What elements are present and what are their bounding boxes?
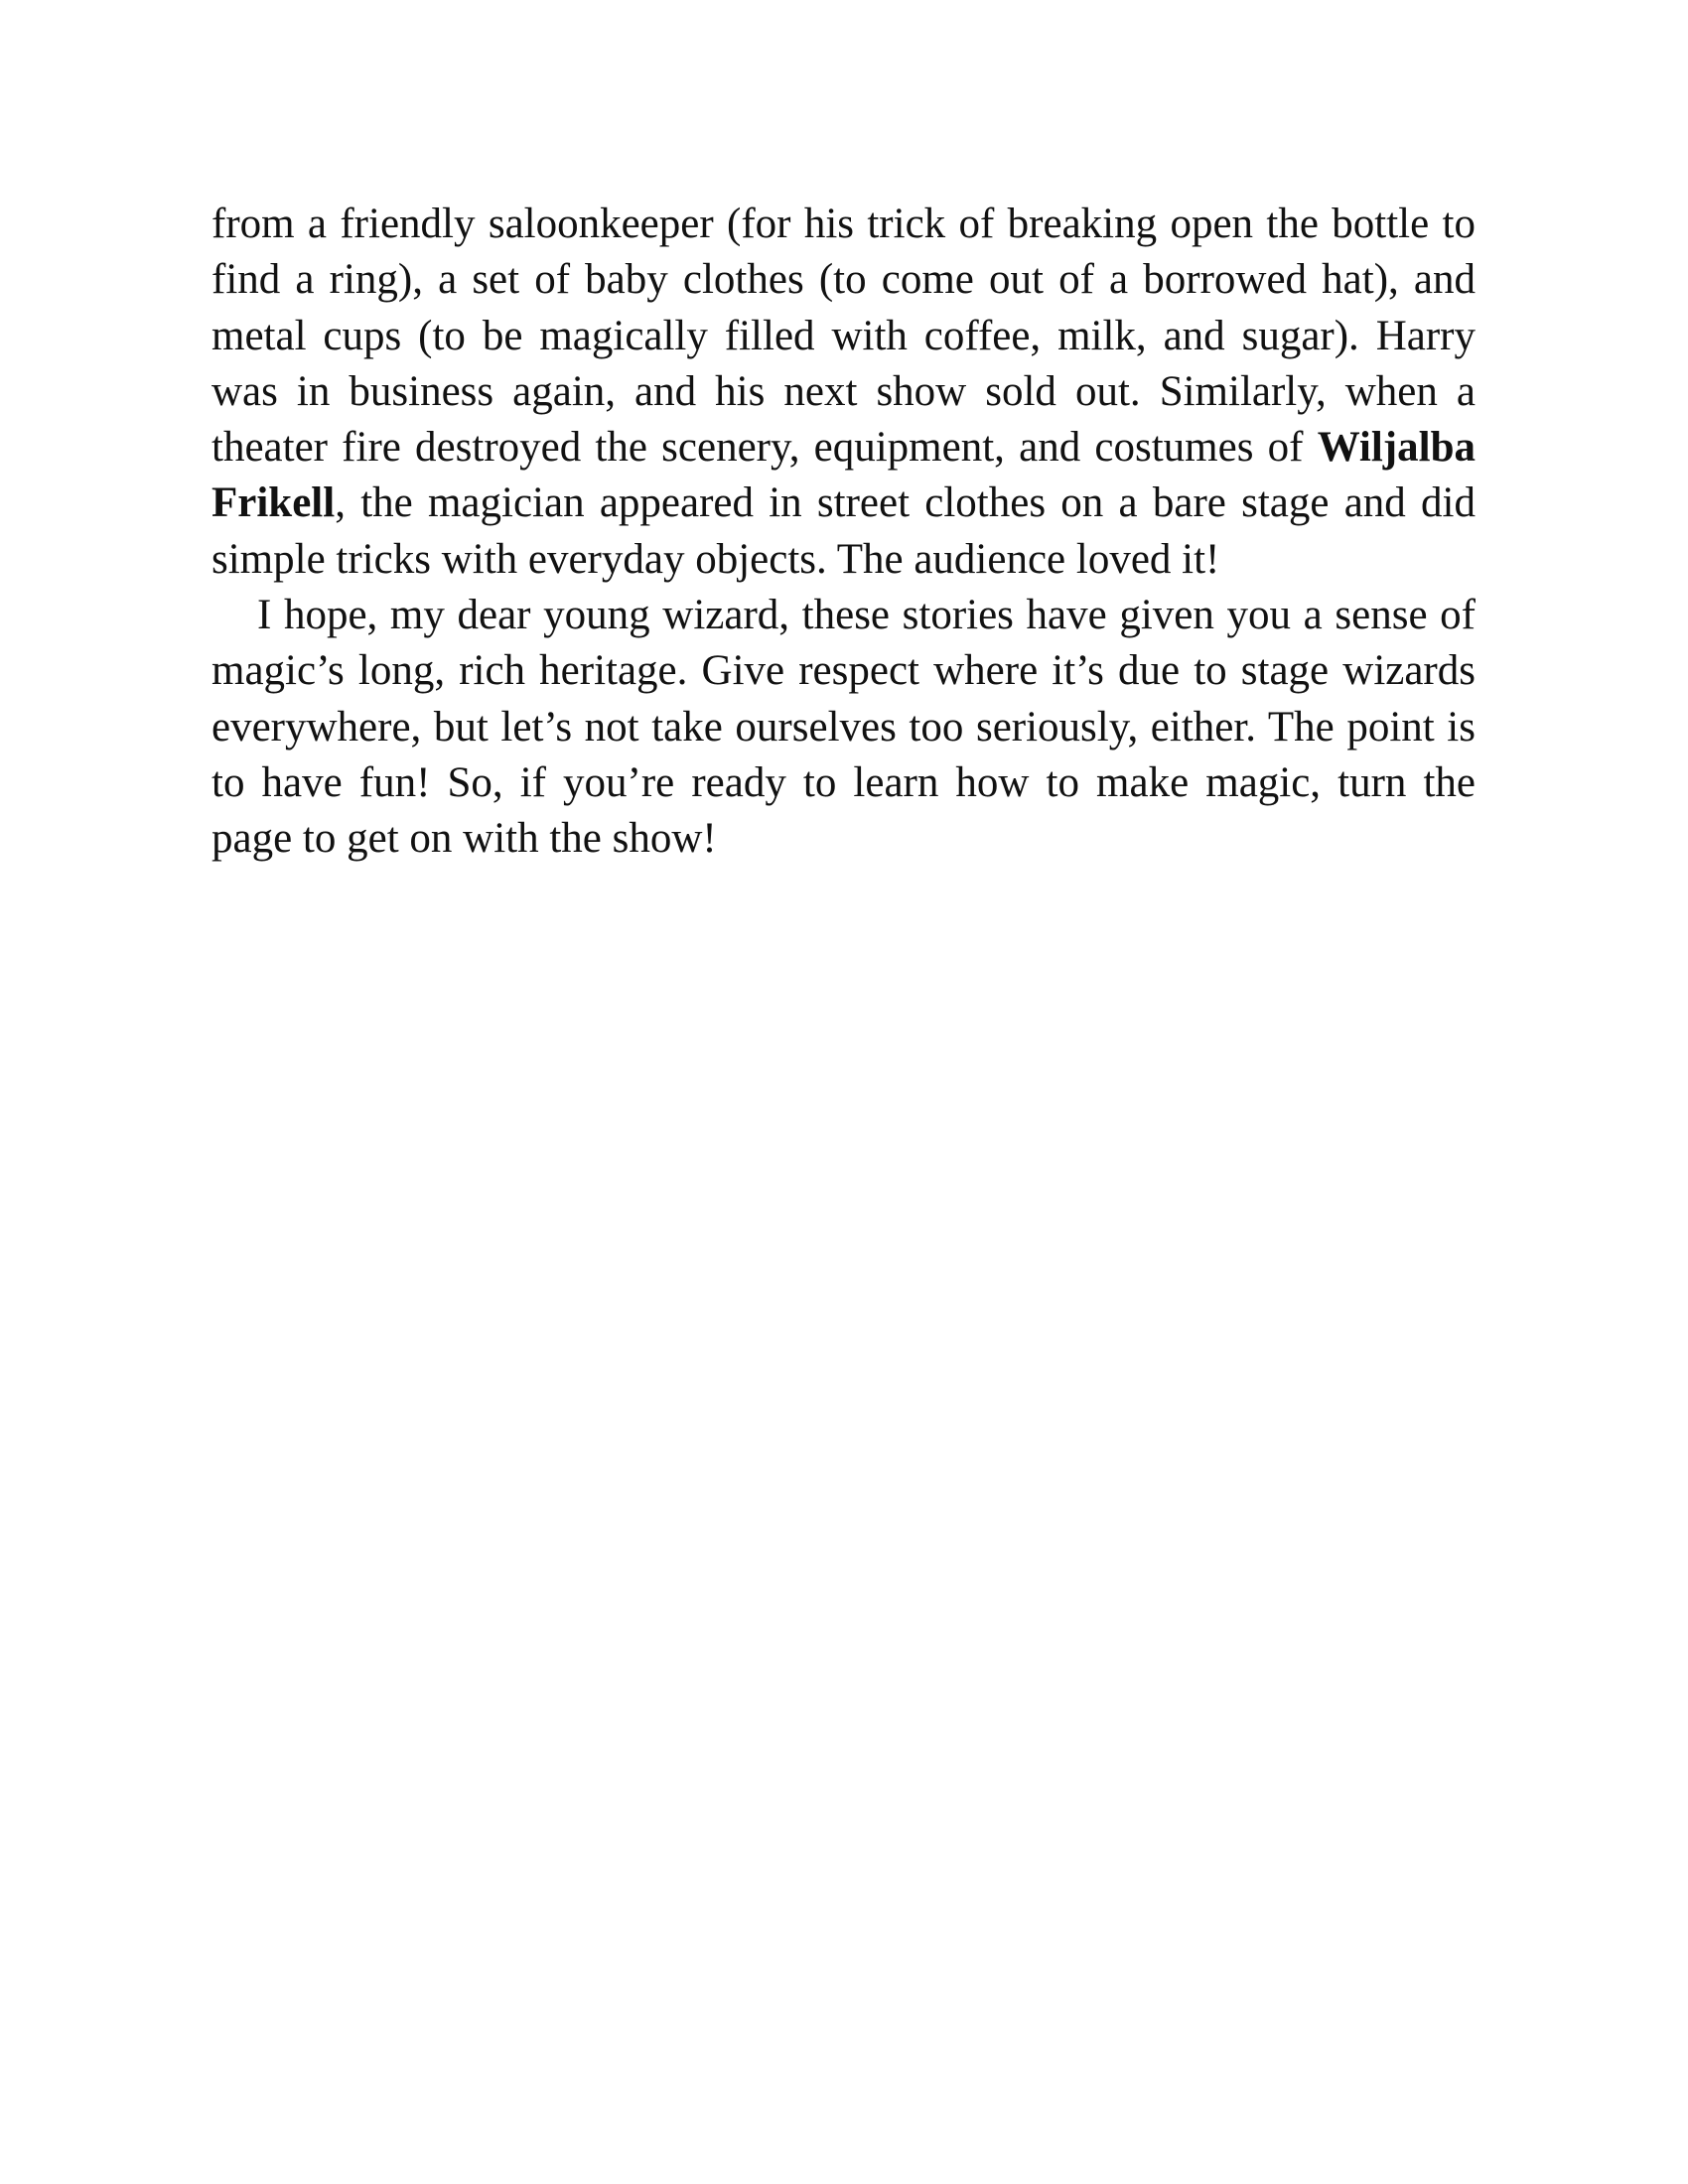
paragraph-1-text-end: , the magician appeared in street clothes on a bare stage and did simple tricks with everyday objects. The audience loved it! [211,479,1476,583]
paragraph-2: I hope, my dear young wizard, these stories have given you a sense of magic’s long, rich heritage. Give respect where it’s due to stage wizards everywhere, but let’s not take ourselves too seriously, either. The point is to have fun! So, if you’re ready to learn how to make magic, turn the page to get on with the show! [211,592,1476,863]
body-text [211,197,1476,868]
magician-name-bold: Wiljalba Frikell [211,424,1476,527]
paragraph-1-text-start: from a friendly saloonkeeper (for his trick of breaking open the bottle to find a ring), a set of baby clothes (to come out of a borrowed hat), and metal cups (to be magically filled with coffee, milk, and sugar). Harry was in business again, and his next show sold out. Similarly, when a theater fire destroyed the scenery, equipment, and costumes of [211,201,1476,472]
paragraph-1 [211,197,1476,588]
